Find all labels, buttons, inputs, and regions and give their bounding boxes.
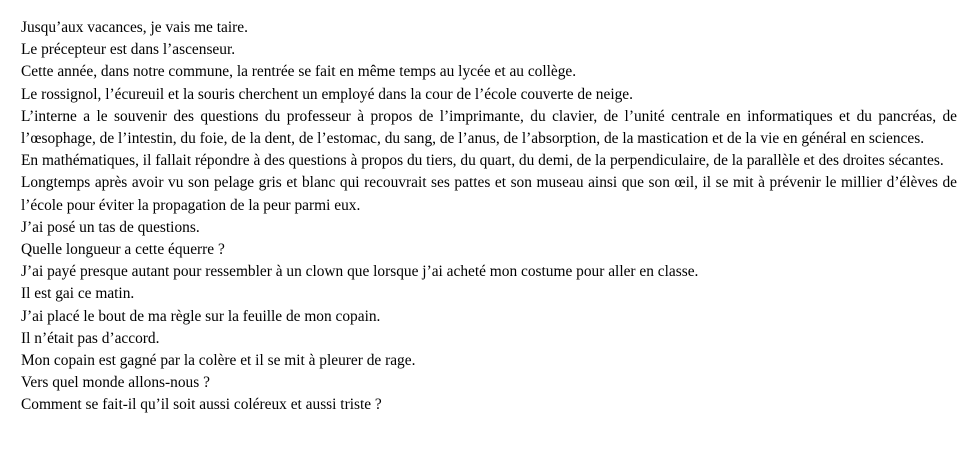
paragraph-7: Longtemps après avoir vu son pelage gris et blanc qui recouvrait ses pattes et son museau ainsi que son œil, il se mit à prévenir le millier d’élèves de l’école pour éviter la propagation de la peur parmi eux.	[21, 174, 957, 214]
document-body	[21, 17, 957, 417]
paragraph-6: En mathématiques, il fallait répondre à des questions à propos du tiers, du quart, du demi, de la perpendiculaire, de la parallèle et des droites sécantes.	[21, 152, 944, 170]
paragraph-5: L’interne a le souvenir des questions du professeur à propos de l’imprimante, du clavier, de l’unité centrale en informatiques et du pancréas, de l’œsophage, de l’intestin, du foie, de la dent, de l’estomac, du sang, de l’anus, de l’absorption, de la mastication et de la vie en général en sciences.	[21, 107, 957, 148]
paragraph-1: Jusqu’aux vacances, je vais me taire.	[21, 19, 248, 36]
paragraph-4: Le rossignol, l’écureuil et la souris cherchent un employé dans la cour de l’école couverte de neige.	[21, 85, 633, 103]
paragraph-16: Comment se fait-il qu’il soit aussi coléreux et aussi triste ?	[21, 396, 382, 414]
paragraph-10: J’ai payé presque autant pour ressembler à un clown que lorsque j’ai acheté mon costume pour aller en classe.	[21, 263, 699, 281]
paragraph-14: Mon copain est gagné par la colère et il se mit à pleurer de rage.	[21, 352, 416, 370]
paragraph-15: Vers quel monde allons-nous ?	[21, 374, 210, 392]
paragraph-2: Le précepteur est dans l’ascenseur.	[21, 41, 236, 59]
paragraph-9: Quelle longueur a cette équerre ?	[21, 241, 225, 259]
paragraph-3: Cette année, dans notre commune, la rentrée se fait en même temps au lycée et au collège.	[21, 63, 577, 81]
paragraph-12: J’ai placé le bout de ma règle sur la feuille de mon copain.	[21, 307, 381, 325]
paragraph-11: Il est gai ce matin.	[21, 285, 135, 303]
paragraph-8: J’ai posé un tas de questions.	[21, 218, 200, 236]
paragraph-13: Il n’était pas d’accord.	[21, 329, 160, 347]
